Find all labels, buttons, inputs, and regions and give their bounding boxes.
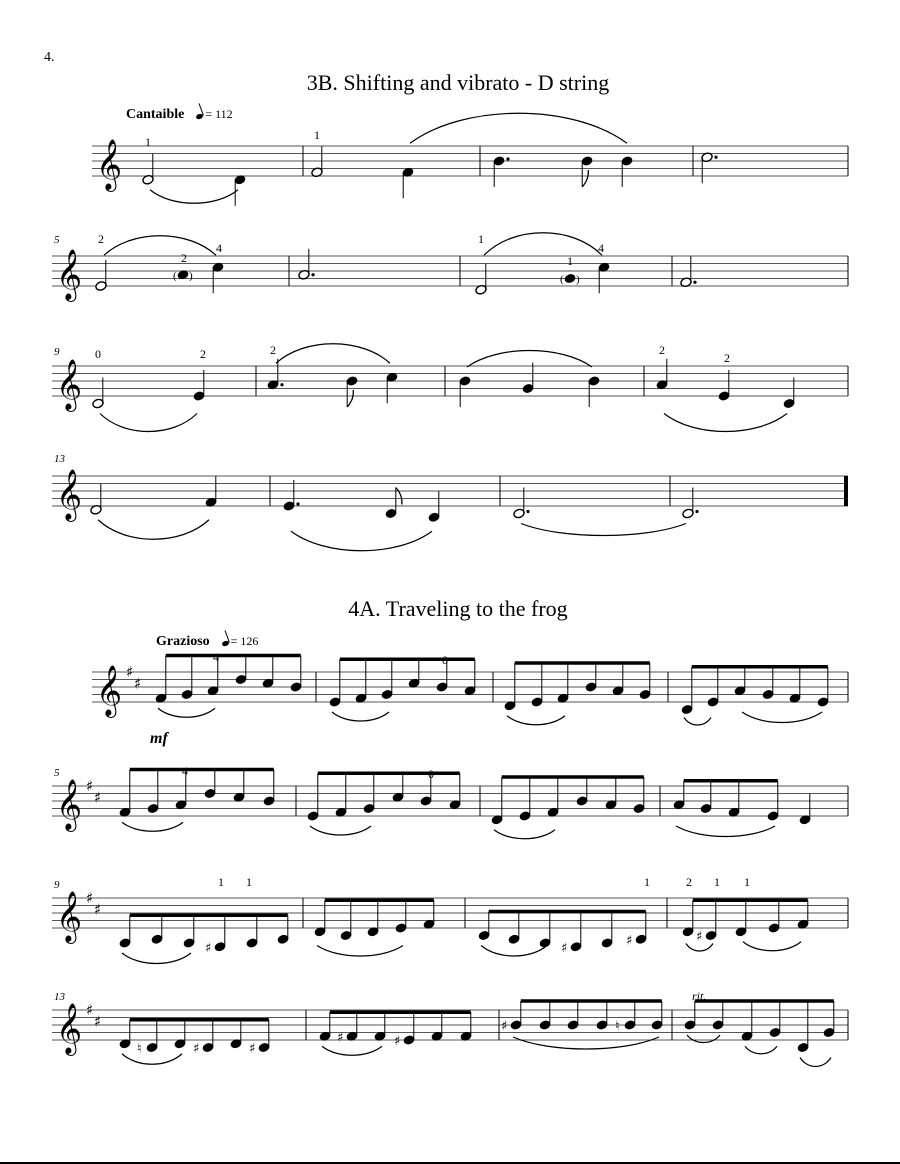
fingering-number: 4 — [598, 241, 604, 255]
measure-number: 9 — [54, 346, 60, 358]
dynamic-marking: mf — [150, 730, 168, 747]
staff-3b-system-1 — [92, 113, 848, 206]
measure-number: 13 — [54, 453, 65, 465]
slur — [507, 716, 565, 725]
eighth-flag — [347, 390, 353, 407]
slur — [332, 712, 389, 721]
fingering-number: 0 — [428, 767, 434, 781]
slur — [322, 1046, 382, 1055]
slur — [800, 1058, 831, 1067]
staff-4a-system-4 — [52, 989, 848, 1067]
fingering-number: 2 — [659, 343, 665, 357]
sharp-icon: ♯ — [696, 929, 703, 945]
slur — [513, 1037, 659, 1049]
fingering-number: 2 — [181, 251, 187, 265]
sharp-icon: ♯ — [501, 1019, 508, 1034]
sharp-icon: ♯ — [94, 788, 102, 807]
treble-clef-icon: 𝄞 — [56, 469, 83, 520]
fingering-number: 4 — [216, 241, 222, 255]
slur — [158, 708, 215, 717]
slur — [150, 190, 238, 204]
fingering-number: 1 — [314, 128, 320, 142]
fingering-number: 1 — [714, 875, 720, 889]
slur — [684, 718, 711, 726]
slur — [467, 351, 592, 368]
metronome-value: = 112 — [205, 107, 233, 121]
staff-4a-system-1 — [92, 650, 848, 747]
treble-clef-icon: 𝄞 — [96, 139, 123, 190]
augmentation-dot — [714, 156, 717, 159]
fingering-number: 4 — [182, 764, 188, 778]
slur — [521, 524, 686, 536]
slur — [687, 1035, 720, 1043]
sharp-icon: ♯ — [249, 1041, 256, 1057]
slur — [122, 822, 183, 831]
treble-clef-icon: 𝄞 — [56, 1003, 83, 1054]
eighth-flag — [396, 488, 402, 505]
expression-rit: rit. — [692, 989, 707, 1003]
metronome-value: = 126 — [230, 634, 259, 648]
slur — [484, 233, 602, 256]
sharp-icon: ♯ — [126, 663, 134, 681]
fingering-number: 2 — [724, 351, 730, 365]
fingering-number: 1 — [218, 875, 224, 889]
paren-left: ( — [560, 273, 564, 286]
slur — [494, 830, 555, 839]
fingering-number: 2 — [98, 232, 104, 246]
measure-number: 5 — [54, 234, 60, 246]
staff-4a-system-3 — [52, 875, 848, 964]
slur — [104, 236, 216, 256]
sharp-icon: ♯ — [94, 900, 102, 919]
treble-clef-icon: 𝄞 — [56, 779, 83, 830]
sharp-icon: ♯ — [337, 1030, 344, 1046]
slur — [276, 344, 390, 364]
sharp-icon: ♯ — [94, 1012, 102, 1031]
sharp-icon: ♯ — [561, 940, 568, 956]
fingering-number: 1 — [567, 254, 573, 268]
sharp-icon: ♯ — [86, 777, 94, 795]
augmentation-dot — [506, 157, 509, 160]
fingering-number: 2 — [686, 875, 692, 889]
augmentation-dot — [526, 510, 529, 513]
augmentation-dot — [296, 502, 299, 505]
paren-right: ) — [576, 273, 580, 286]
staff-3b-system-4 — [52, 453, 848, 551]
exercise-4a-title: 4A. Traveling to the frog — [348, 596, 568, 621]
augmentation-dot — [280, 383, 283, 386]
eighth-flag — [582, 170, 588, 187]
treble-clef-icon: 𝄞 — [56, 359, 83, 410]
slur — [686, 944, 713, 952]
exercise-3b-title: 3B. Shifting and vibrato - D string — [306, 70, 610, 95]
slur — [122, 953, 191, 964]
sharp-icon: ♯ — [205, 940, 212, 956]
fingering-number: 2 — [270, 343, 276, 357]
paren-left: ( — [173, 269, 177, 282]
paren-right: ) — [189, 269, 193, 282]
fingering-number: 4 — [213, 650, 219, 664]
fingering-number: 1 — [744, 875, 750, 889]
sharp-icon: ♯ — [626, 933, 633, 949]
slur — [481, 946, 547, 957]
treble-clef-icon: 𝄞 — [96, 665, 123, 716]
measure-number: 9 — [54, 879, 60, 891]
measure-number: 13 — [54, 991, 65, 1003]
augmentation-dot — [695, 510, 698, 513]
natural-icon: ♮ — [137, 1041, 142, 1057]
slur — [310, 826, 371, 835]
slur — [410, 113, 627, 143]
natural-icon: ♮ — [615, 1019, 620, 1034]
fingering-number: 1 — [644, 875, 650, 889]
slur — [122, 1054, 182, 1065]
fingering-number: 1 — [145, 135, 151, 149]
sharp-icon: ♯ — [193, 1041, 200, 1057]
measure-number: 5 — [54, 767, 60, 779]
slur — [676, 826, 775, 837]
tempo-word: Cantaible — [126, 107, 185, 122]
staff-3b-system-2 — [52, 232, 848, 302]
slur — [100, 414, 197, 432]
slur — [317, 946, 403, 957]
staff-4a-system-2 — [52, 764, 848, 839]
slur — [291, 531, 432, 551]
fingering-number: 0 — [442, 653, 448, 667]
sharp-icon: ♯ — [86, 889, 94, 907]
fingering-number: 2 — [200, 347, 206, 361]
slur — [743, 942, 801, 951]
staff-3b-system-3 — [52, 343, 848, 432]
augmentation-dot — [693, 281, 696, 284]
fingering-number: 1 — [478, 232, 484, 246]
augmentation-dot — [311, 273, 314, 276]
slur — [664, 414, 787, 432]
notehead — [564, 273, 576, 284]
slur — [98, 520, 209, 540]
sharp-icon: ♯ — [134, 674, 142, 693]
fingering-number: 1 — [246, 875, 252, 889]
fingering-number: 0 — [95, 347, 101, 361]
sharp-icon: ♯ — [86, 1001, 94, 1019]
page-number: 4. — [44, 50, 55, 65]
treble-clef-icon: 𝄞 — [56, 249, 83, 300]
slur — [745, 1046, 777, 1054]
sharp-icon: ♯ — [394, 1034, 401, 1049]
treble-clef-icon: 𝄞 — [56, 891, 83, 942]
slur — [742, 712, 822, 723]
tempo-word: Grazioso — [156, 634, 210, 649]
